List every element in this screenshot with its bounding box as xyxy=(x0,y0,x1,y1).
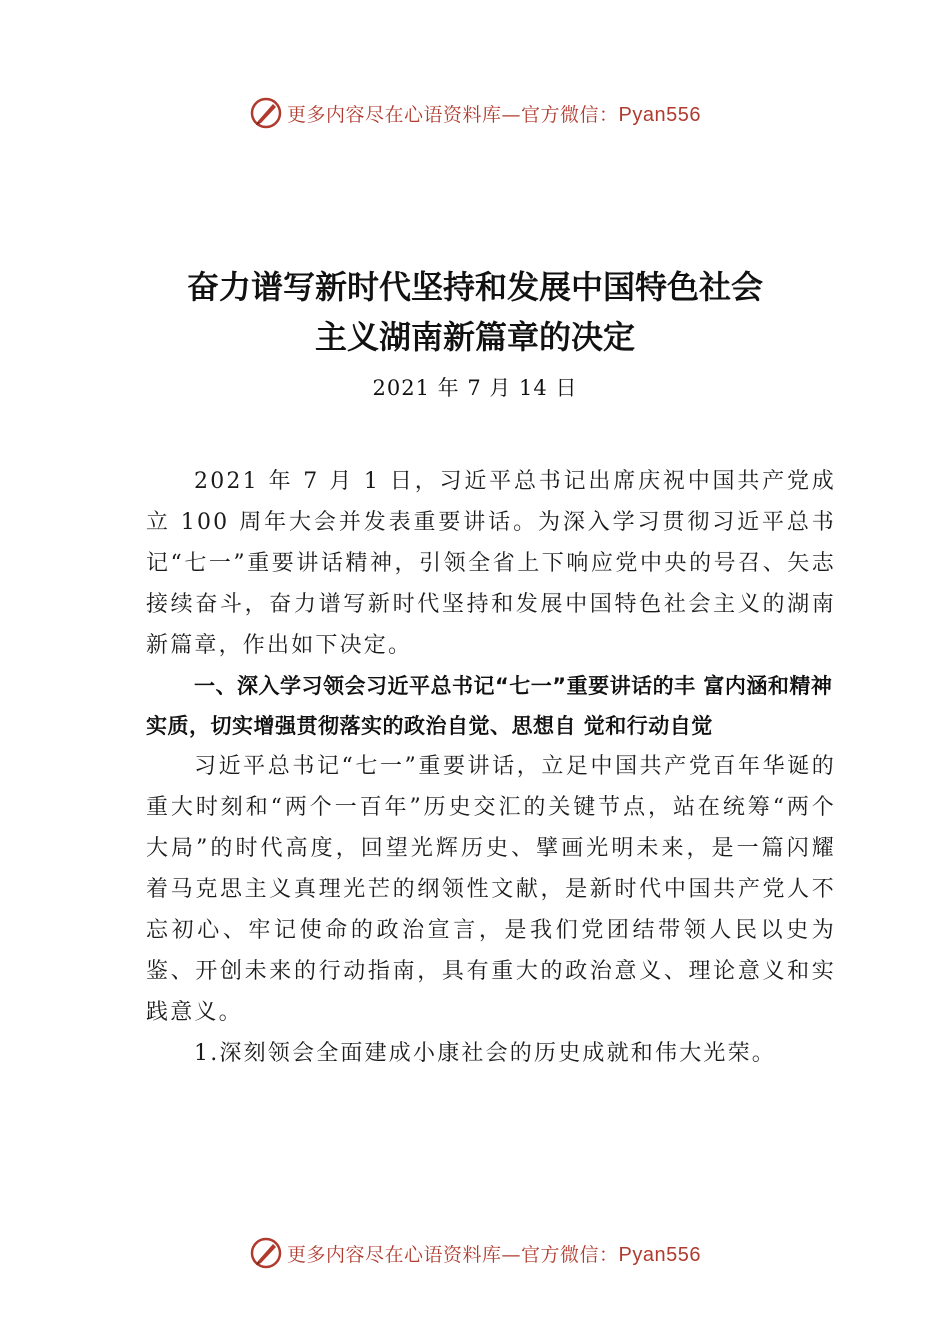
watermark-text: 更多内容尽在心语资料库—官方微信：Pyan556 xyxy=(287,103,701,126)
footer-watermark xyxy=(0,1233,950,1273)
header-watermark xyxy=(0,93,950,133)
document-date: 2021 年 7 月 14 日 xyxy=(372,376,578,400)
pen-brush-icon xyxy=(249,96,283,130)
intro-paragraph: 2021 年 7 月 1 日，习近平总书记出席庆祝中国共产党成立 100 周年大会并发表重要讲话。为深入学习贯彻习近平总书记“七一”重要讲话精神，引领全省上下响应党中央的号召、矢志接续奋斗，奋力谱写新时代坚持和发展中国特色社会主义的湖南新篇章，作出如下决定。 xyxy=(146,469,836,658)
document-title-line-2: 主义湖南新篇章的决定 xyxy=(314,318,635,356)
section-1-heading: 一、深入学习领会习近平总书记“七一”重要讲话的丰 富内涵和精神实质，切实增强贯彻落实的政治自觉、思想自 觉和行动自觉 xyxy=(146,674,833,738)
document-body xyxy=(146,461,836,1074)
pen-brush-icon xyxy=(249,1236,283,1270)
section-1-paragraph: 习近平总书记“七一”重要讲话，立足中国共产党百年华诞的重大时刻和“两个一百年”历史交汇的关键节点，站在统筹“两个大局”的时代高度，回望光辉历史、擘画光明未来，是一篇闪耀着马克思主义真理光芒的纲领性文献，是新时代中国共产党人不忘初心、牢记使命的政治宣言，是我们党团结带领人民以史为鉴、开创未来的行动指南，具有重大的政治意义、理论意义和实践意义。 xyxy=(146,754,836,1025)
item-1: 1.深刻领会全面建成小康社会的历史成就和伟大光荣。 xyxy=(194,1041,776,1066)
document-title-line-1: 奋力谱写新时代坚持和发展中国特色社会 xyxy=(186,268,763,306)
watermark-text: 更多内容尽在心语资料库—官方微信：Pyan556 xyxy=(287,1243,701,1266)
